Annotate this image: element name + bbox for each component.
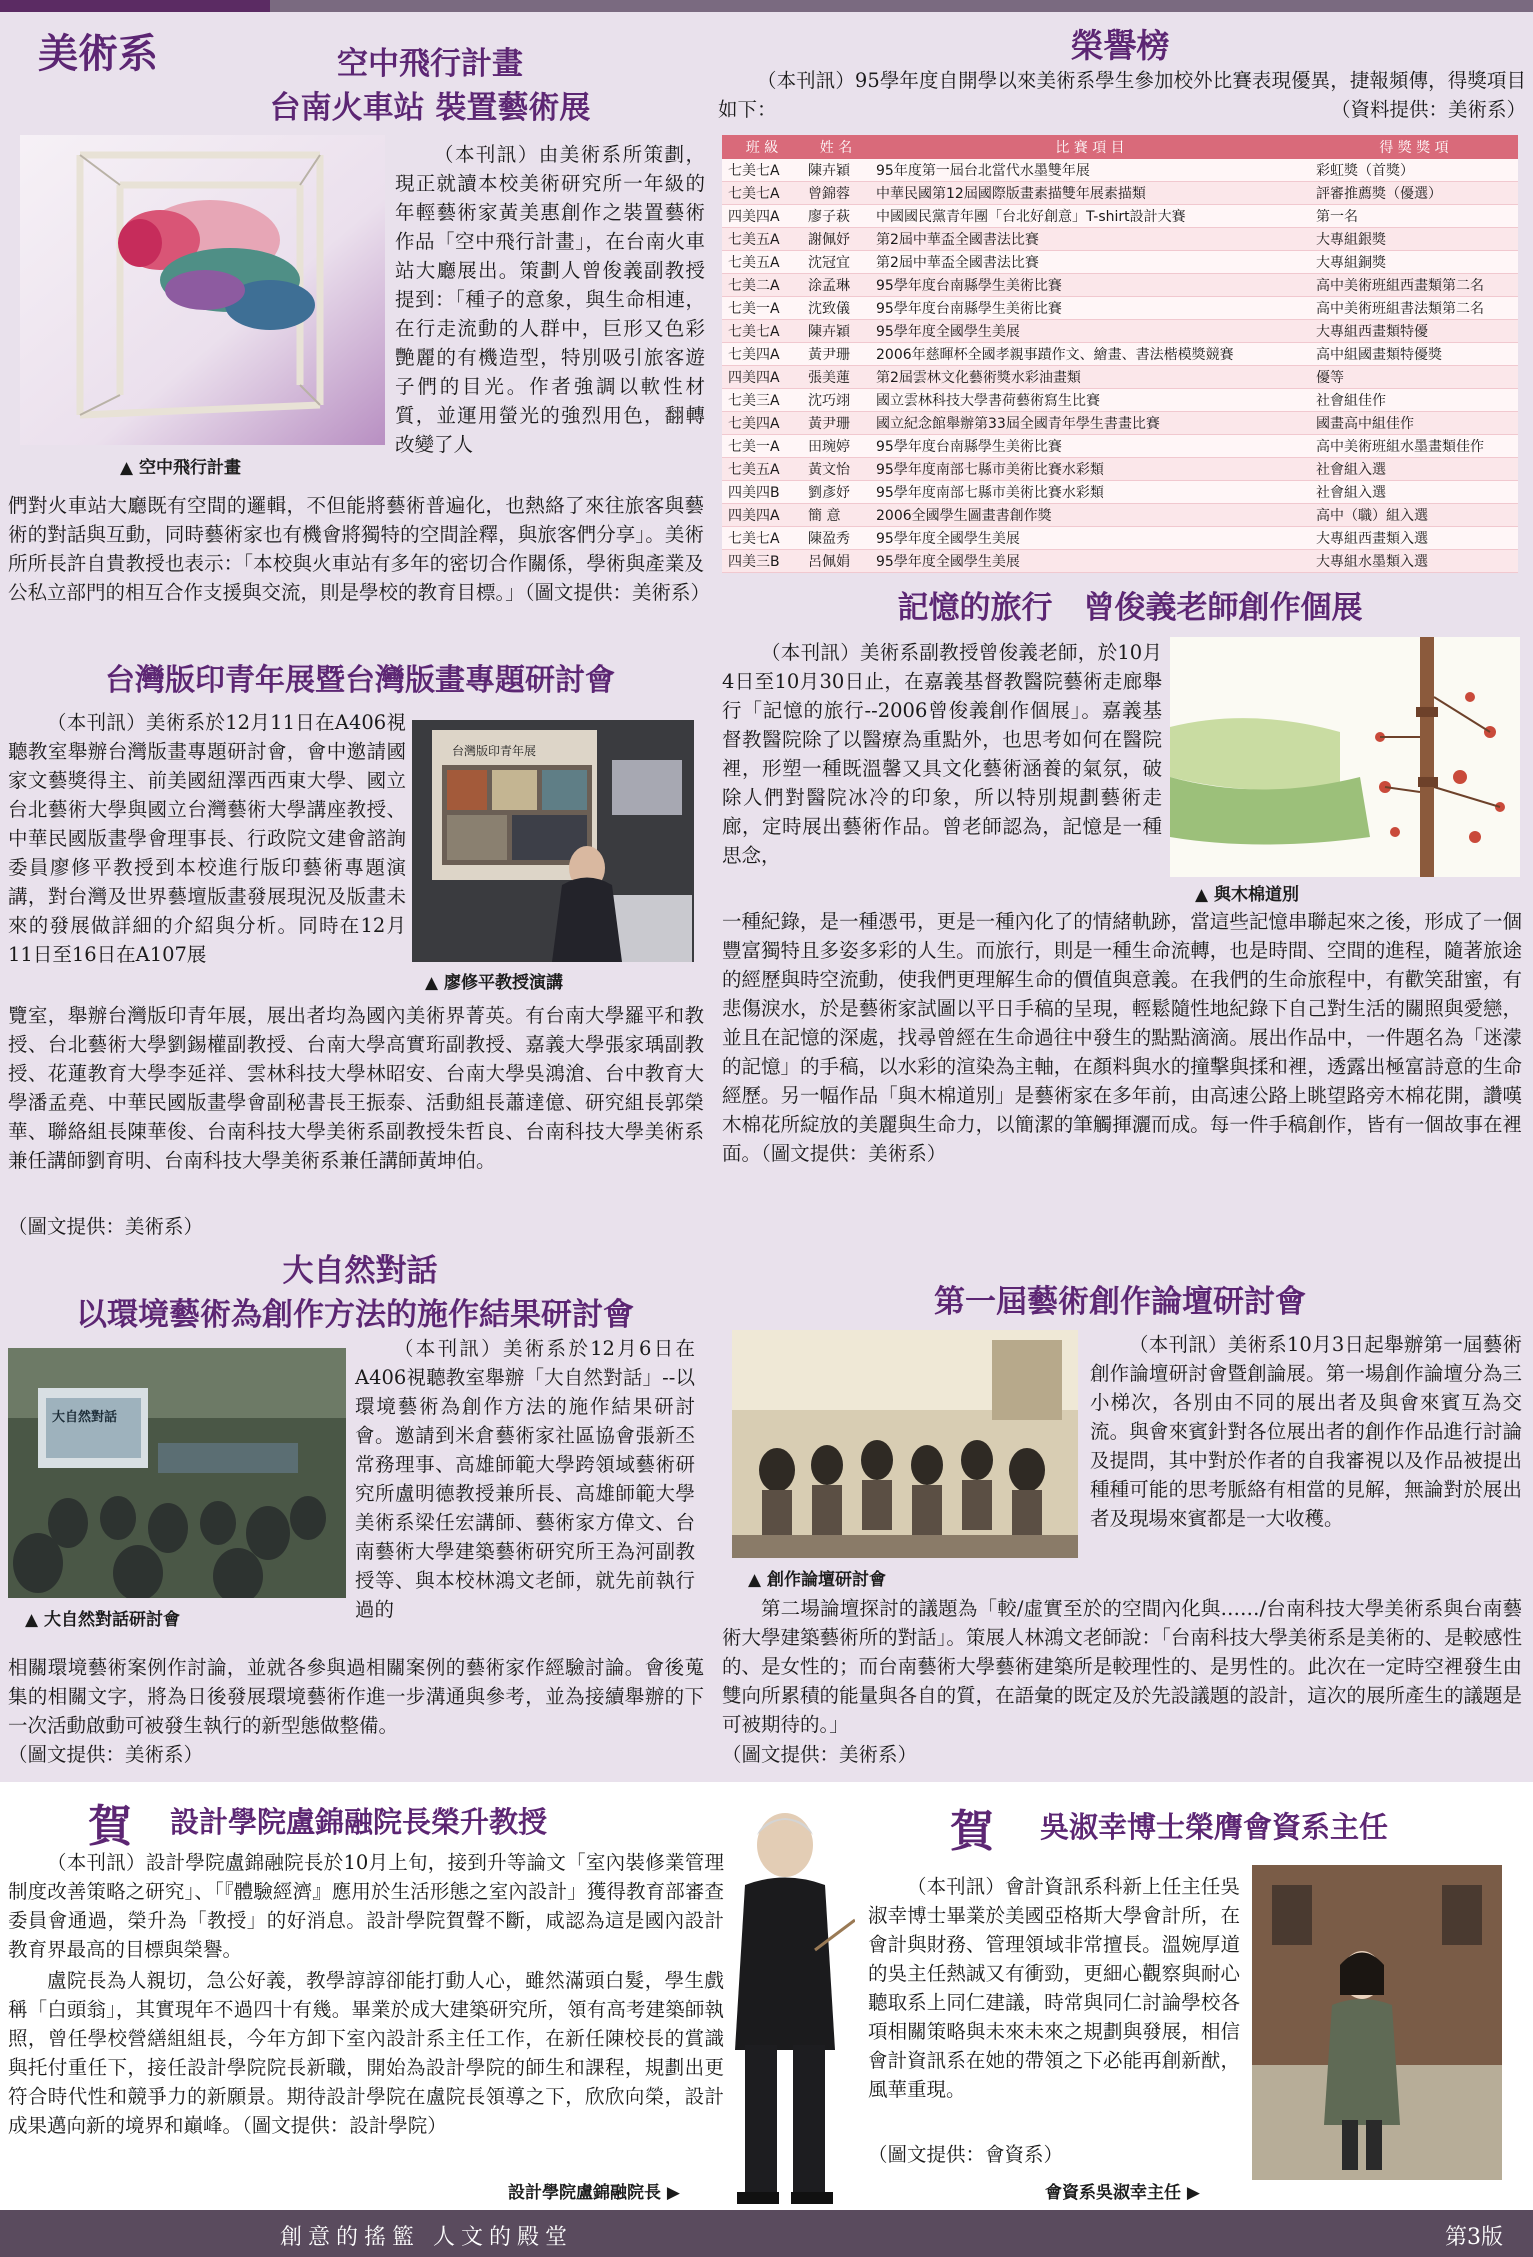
honor-table-row	[722, 435, 1518, 458]
honor-cell-award: 高中美術班組書法類第二名	[1310, 297, 1518, 320]
honor-cell-award: 高中組國畫類特優獎	[1310, 343, 1518, 366]
department-label: 美術系	[38, 31, 158, 77]
article4-text-top	[722, 638, 1162, 870]
honor-cell-class: 七美五A	[722, 228, 802, 251]
honor-title: 榮譽榜	[1070, 26, 1170, 65]
congrats1-he: 賀	[88, 1801, 132, 1852]
article3-paragraph-2: 相關環境藝術案例作討論，並就各參與過相關案例的藝術家作經驗討論。會後蒐集的相關文字，將為日後發展環境藝術作進一步溝通與參考，並為接續舉辦的下一次活動啟動可被發生執行的新型態做整備。	[8, 1656, 704, 1737]
screen-text: 大自然對話	[52, 1410, 118, 1425]
honor-header-name: 姓 名	[802, 135, 870, 159]
art-forum-photo	[732, 1330, 1078, 1558]
honor-cell-name: 謝佩妤	[802, 228, 870, 251]
honor-cell-award: 大專組銀獎	[1310, 228, 1518, 251]
honor-cell-name: 張美蓮	[802, 366, 870, 389]
honor-cell-name: 黃尹珊	[802, 412, 870, 435]
honor-cell-award: 高中（職）組入選	[1310, 504, 1518, 527]
honor-header-award: 得 獎 獎 項	[1310, 135, 1518, 159]
honor-cell-class: 七美五A	[722, 458, 802, 481]
kapok-painting	[1170, 637, 1520, 877]
article1-title-line1: 空中飛行計畫	[337, 46, 523, 82]
honor-cell-award: 大專組西畫類入選	[1310, 527, 1518, 550]
honor-cell-class: 七美四A	[722, 343, 802, 366]
honor-table-row	[722, 366, 1518, 389]
honor-cell-name: 簡 意	[802, 504, 870, 527]
honor-cell-class: 七美七A	[722, 159, 802, 182]
honor-table-row	[722, 343, 1518, 366]
article1-text-top	[395, 140, 705, 459]
honor-cell-competition: 2006全國學生圖畫書創作獎	[870, 504, 1310, 527]
honor-source	[1300, 95, 1526, 124]
forum-seminar-photo	[8, 1348, 346, 1598]
honor-table-row	[722, 389, 1518, 412]
honor-cell-award: 社會組入選	[1310, 458, 1518, 481]
honor-table-row	[722, 182, 1518, 205]
article5-text-top	[1090, 1330, 1522, 1533]
article3-credit-text: （圖文提供：美術系）	[8, 1743, 204, 1766]
honor-table-row	[722, 205, 1518, 228]
article4-title: 記憶的旅行 曾俊義老師創作個展	[897, 590, 1363, 626]
article2-credit-text: （圖文提供：美術系）	[8, 1215, 204, 1238]
article2-paragraph: （本刊訊）美術系於12月11日在A406視聽教室舉辦台灣版畫專題研討會，會中邀請國家文藝獎得主、前美國紐澤西西東大學、國立台北藝術大學與國立台灣藝術大學講座教授、中華民國版畫學會理事長、行政院文建會諮詢委員廖修平教授到本校進行版印藝術專題演講，對台灣及世界藝壇版畫發展現況及版畫未來的發展做詳細的介紹與分析。同時在12月11日至16日在A107展	[8, 711, 406, 966]
honor-table-row	[722, 412, 1518, 435]
honor-cell-competition: 95學年度南部七縣市美術比賽水彩類	[870, 481, 1310, 504]
congrats1-text2	[8, 1966, 724, 2140]
article5-title: 第一屆藝術創作論壇研討會	[934, 1284, 1306, 1320]
congrats1-paragraph-2: 盧院長為人親切，急公好義，教學諄諄卻能打動人心，雖然滿頭白髮，學生戲稱「白頭翁」，其實現年不過四十有幾。畢業於成大建築研究所，領有高考建築師執照，曾任學校營繕組組長，今年方卸下室內設計系主任工作，在新任陳校長的賞識與托付重任下，接任設計學院院長新職，開始為設計學院的師生和課程，規劃出更符合時代性和競爭力的新願景。期待設計學院在盧院長領導之下，欣欣向榮，設計成果邁向新的境界和巔峰。（圖文提供：設計學院）	[8, 1969, 724, 2137]
article2-credit	[8, 1212, 308, 1241]
honor-cell-class: 七美五A	[722, 251, 802, 274]
honor-cell-competition: 95學年度全國學生美展	[870, 320, 1310, 343]
honor-cell-name: 劉彥妤	[802, 481, 870, 504]
lecture-photo	[412, 720, 694, 962]
honor-table-wrap	[722, 135, 1518, 573]
honor-cell-award: 大專組銅獎	[1310, 251, 1518, 274]
article5-credit-text: （圖文提供：美術系）	[722, 1743, 918, 1766]
honor-table-row	[722, 251, 1518, 274]
honor-table-row	[722, 527, 1518, 550]
honor-header-class: 班 級	[722, 135, 802, 159]
article5-credit	[722, 1740, 1022, 1769]
honor-header-competition: 比 賽 項 目	[870, 135, 1310, 159]
honor-cell-name: 沈致儀	[802, 297, 870, 320]
article2-text-bottom	[8, 1001, 704, 1175]
article3-credit	[8, 1740, 308, 1769]
article4-text-bottom	[722, 907, 1522, 1168]
honor-cell-name: 陳卉穎	[802, 159, 870, 182]
honor-cell-class: 七美四A	[722, 412, 802, 435]
honor-table-row	[722, 297, 1518, 320]
congrats2-credit-text: （圖文提供：會資系）	[868, 2143, 1064, 2166]
article2-caption: ▲ 廖修平教授演講	[425, 973, 563, 993]
honor-cell-competition: 95學年度全國學生美展	[870, 550, 1310, 573]
honor-source-text: （資料提供：美術系）	[1330, 98, 1526, 121]
top-bar-accent	[0, 0, 270, 12]
honor-table-row	[722, 320, 1518, 343]
congrats2-paragraph: （本刊訊）會計資訊系科新上任主任吳淑幸博士畢業於美國亞格斯大學會計所，在會計與財務、管理領域非常擅長。溫婉厚道的吳主任熱誠又有衝勁，更細心觀察與耐心聽取系上同仁建議，時常與同仁討論學校各項相關策略與未來未來之規劃與發展，相信會計資訊系在她的帶領之下必能再創新猷，風華重現。	[868, 1875, 1240, 2101]
honor-cell-name: 沈冠宜	[802, 251, 870, 274]
honor-table-row	[722, 550, 1518, 573]
honor-table-row	[722, 274, 1518, 297]
honor-cell-name: 曾錦蓉	[802, 182, 870, 205]
page-number: 第3版	[1445, 2225, 1503, 2250]
honor-cell-competition: 中國國民黨青年團「台北好創意」T-shirt設計大賽	[870, 205, 1310, 228]
honor-cell-class: 四美四A	[722, 366, 802, 389]
honor-cell-award: 高中美術班組西畫類第二名	[1310, 274, 1518, 297]
congrats1-title: 設計學院盧錦融院長榮升教授	[170, 1805, 548, 1839]
honor-cell-award: 彩虹獎（首獎）	[1310, 159, 1518, 182]
article3-text-bottom	[8, 1653, 704, 1740]
honor-cell-class: 七美一A	[722, 297, 802, 320]
honor-table-row	[722, 159, 1518, 182]
honor-cell-award: 大專組西畫類特優	[1310, 320, 1518, 343]
honor-cell-competition: 95學年度台南縣學生美術比賽	[870, 274, 1310, 297]
article4-paragraph: （本刊訊）美術系副教授曾俊義老師，於10月4日至10月30日止，在嘉義基督教醫院藝術走廊舉行「記憶的旅行--2006曾俊義創作個展」。嘉義基督教醫院除了以醫療為重點外，也思考如何在醫院裡，形塑一種既溫馨又具文化藝術涵養的氣氛，破除人們對醫院冰冷的印象，所以特別規劃藝術走廊，定時展出藝術作品。曾老師認為，記憶是一種思念，	[722, 641, 1162, 867]
article1-text-bottom	[8, 491, 711, 607]
article5-paragraph: （本刊訊）美術系10月3日起舉辦第一屆藝術創作論壇研討會暨創論展。第一場創作論壇分為三小梯次，各別由不同的展出者及與會來賓互為交流。與會來賓針對各位展出者的創作作品進行討論及提問，其中對於作者的自我審視以及作品被提出種種可能的思考脈絡有相當的見解，無論對於展出者及現場來賓都是一大收穫。	[1090, 1333, 1522, 1530]
honor-cell-award: 高中美術班組水墨畫類佳作	[1310, 435, 1518, 458]
honor-cell-name: 黃文怡	[802, 458, 870, 481]
honor-cell-competition: 國立紀念館舉辦第33屆全國青年學生書畫比賽	[870, 412, 1310, 435]
honor-intro-text: （本刊訊）95學年度自開學以來美術系學生參加校外比賽表現優異，捷報頻傳，得獎項目如下：	[718, 69, 1526, 121]
article5-text-bottom	[722, 1594, 1522, 1739]
honor-table-row	[722, 228, 1518, 251]
footer-slogan: 創意的搖籃 人文的殿堂	[280, 2225, 573, 2250]
honor-table-row	[722, 481, 1518, 504]
congrats1-caption: 設計學院盧錦融院長 ▶	[508, 2183, 680, 2203]
article4-paragraph-2: 一種紀錄，是一種憑弔，更是一種內化了的情緒軌跡，當這些記憶串聯起來之後，形成了一個豐富獨特且多姿多彩的人生。而旅行，則是一種生命流轉，也是時間、空間的進程，隨著旅途的經歷與時空流動，使我們更理解生命的價值與意義。在我們的生命旅程中，有歡笑甜蜜，有悲傷淚水，於是藝術家試圖以平日手稿的呈現，輕鬆隨性地紀錄下自己對生活的關照與愛戀，並且在記憶的深處，找尋曾經在生命過往中發生的點點滴滴。展出作品中，一件題名為「迷濛的記憶」的手稿，以水彩的渲染為主軸，在顏料與水的撞擊與揉和裡，透露出極富詩意的生命經歷。另一幅作品「與木棉道別」是藝術家在多年前，由高速公路上眺望路旁木棉花開，讚嘆木棉花所綻放的美麗與生命力，以簡潔的筆觸揮灑而成。每一件手稿創作，皆有一個故事在裡面。（圖文提供：美術系）	[722, 910, 1522, 1165]
honor-cell-competition: 95學年度南部七縣市美術比賽水彩類	[870, 458, 1310, 481]
congrats2-he: 賀	[950, 1806, 994, 1857]
congrats1-text	[8, 1848, 724, 1964]
honor-cell-competition: 第2屆雲林文化藝術獎水彩油畫類	[870, 366, 1310, 389]
honor-table	[722, 135, 1518, 573]
honor-cell-competition: 中華民國第12屆國際版畫素描雙年展素描類	[870, 182, 1310, 205]
honor-cell-name: 涂孟琳	[802, 274, 870, 297]
article4-caption: ▲ 與木棉道別	[1195, 885, 1299, 905]
article1-paragraph-2: 們對火車站大廳既有空間的邏輯，不但能將藝術普遍化，也熱絡了來往旅客與藝術的對話與互動，同時藝術家也有機會將獨特的空間詮釋，與旅客們分享」。美術所所長許自貴教授也表示：「本校與火車站有多年的密切合作關係，學術與產業及公私立部門的相互合作支援與交流，則是學校的教育目標。」（圖文提供：美術系）	[8, 494, 711, 604]
honor-cell-class: 七美七A	[722, 527, 802, 550]
chair-portrait	[1252, 1865, 1502, 2180]
honor-cell-name: 田琬婷	[802, 435, 870, 458]
honor-cell-award: 第一名	[1310, 205, 1518, 228]
honor-cell-award: 社會組佳作	[1310, 389, 1518, 412]
honor-cell-class: 四美四A	[722, 205, 802, 228]
honor-cell-competition: 95學年度全國學生美展	[870, 527, 1310, 550]
congrats2-caption: 會資系吳淑幸主任 ▶	[1045, 2183, 1200, 2203]
honor-cell-award: 大專組水墨類入選	[1310, 550, 1518, 573]
honor-cell-award: 評審推薦獎（優選）	[1310, 182, 1518, 205]
honor-cell-award: 優等	[1310, 366, 1518, 389]
installation-art-photo	[20, 135, 385, 445]
article2-text-top	[8, 708, 406, 969]
honor-cell-competition: 95年度第一屆台北當代水墨雙年展	[870, 159, 1310, 182]
congrats1-paragraph: （本刊訊）設計學院盧錦融院長於10月上旬，接到升等論文「室內裝修業管理制度改善策略之研究」、「『體驗經濟』應用於生活形態之室內設計」獲得教育部審查委員會通過，榮升為「教授」的好消息。設計學院賀聲不斷，咸認為這是國內設計教育界最高的目標與榮譽。	[8, 1851, 724, 1961]
article1-caption: ▲ 空中飛行計畫	[120, 458, 241, 478]
honor-cell-award: 國畫高中組佳作	[1310, 412, 1518, 435]
honor-cell-class: 七美一A	[722, 435, 802, 458]
honor-table-row	[722, 504, 1518, 527]
article2-paragraph-2: 覽室，舉辦台灣版印青年展，展出者均為國內美術界菁英。有台南大學羅平和教授、台北藝術大學劉錫權副教授、台南大學高實珩副教授、嘉義大學張家瑀副教授、花蓮教育大學李延祥、雲林科技大學林昭安、台南大學吳鴻滄、台中教育大學潘孟堯、中華民國版畫學會副秘書長王振泰、活動組長蕭達億、研究組長郭榮華、聯絡組長陳華俊、台南科技大學美術系副教授朱哲良、台南科技大學美術系兼任講師劉育明、台南科技大學美術系兼任講師黃坤伯。	[8, 1004, 704, 1172]
congrats2-credit	[868, 2140, 1168, 2169]
honor-cell-class: 七美七A	[722, 182, 802, 205]
honor-cell-name: 黃尹珊	[802, 343, 870, 366]
dean-portrait	[715, 1800, 855, 2210]
article3-paragraph: （本刊訊）美術系於12月6日在A406視聽教室舉辦「大自然對話」--以環境藝術為創作方法的施作結果研討會。邀請到米倉藝術家社區協會張新丕常務理事、高雄師範大學跨領域藝術研究所盧明德教授兼所長、高雄師範大學美術系梁任宏講師、藝術家方偉文、台南藝術大學建築藝術研究所王為河副教授等、與本校林鴻文老師，就先前執行過的	[355, 1337, 695, 1621]
honor-cell-class: 七美二A	[722, 274, 802, 297]
honor-table-body	[722, 159, 1518, 573]
honor-table-header	[722, 135, 1518, 159]
article2-title: 台灣版印青年展暨台灣版畫專題研討會	[105, 663, 615, 698]
honor-cell-name: 沈巧翊	[802, 389, 870, 412]
honor-cell-class: 七美三A	[722, 389, 802, 412]
honor-cell-competition: 國立雲林科技大學書荷藝術寫生比賽	[870, 389, 1310, 412]
article3-title-line1: 大自然對話	[282, 1253, 438, 1289]
honor-cell-competition: 95學年度台南縣學生美術比賽	[870, 297, 1310, 320]
honor-cell-name: 呂佩娟	[802, 550, 870, 573]
article3-title-line2: 以環境藝術為創作方法的施作結果研討會	[76, 1297, 634, 1333]
honor-cell-class: 四美四B	[722, 481, 802, 504]
article1-paragraph: （本刊訊）由美術系所策劃，現正就讀本校美術研究所一年級的年輕藝術家黃美惠創作之裝置藝術作品「空中飛行計畫」，在台南火車站大廳展出。策劃人曾俊義副教授提到：「種子的意象，與生命相連，在行走流動的人群中，巨形又色彩艷麗的有機造型，特別吸引旅客遊子們的目光。作者強調以軟性材質，並運用螢光的強烈用色，翻轉改變了人	[395, 143, 705, 456]
honor-cell-name: 廖子萩	[802, 205, 870, 228]
honor-cell-class: 四美三B	[722, 550, 802, 573]
honor-table-row	[722, 458, 1518, 481]
article3-text-top	[355, 1334, 695, 1624]
congrats2-title: 吳淑幸博士榮膺會資系主任	[1040, 1810, 1389, 1844]
honor-cell-class: 七美七A	[722, 320, 802, 343]
honor-cell-name: 陳卉穎	[802, 320, 870, 343]
honor-cell-competition: 第2屆中華盃全國書法比賽	[870, 228, 1310, 251]
article5-caption: ▲ 創作論壇研討會	[748, 1570, 886, 1590]
article3-caption: ▲ 大自然對話研討會	[25, 1610, 180, 1630]
honor-cell-competition: 95學年度台南縣學生美術比賽	[870, 435, 1310, 458]
honor-cell-competition: 2006年慈暉杯全國孝親事蹟作文、繪畫、書法楷模獎競賽	[870, 343, 1310, 366]
honor-cell-award: 社會組入選	[1310, 481, 1518, 504]
honor-cell-name: 陳盈秀	[802, 527, 870, 550]
congrats2-text	[868, 1872, 1240, 2104]
article5-paragraph-2: 第二場論壇探討的議題為「較/虛實至於的空間內化與……/台南科技大學美術系與台南藝術大學建築藝術所的對話」。策展人林鴻文老師說：「台南科技大學美術系是美術的、是較感性的、是女性的；而台南藝術大學藝術建築所是較理性的、是男性的。此次在一定時空裡發生由雙向所累積的能量與各自的質，在語彙的既定及於先設議題的設計，這次的展所產生的議題是可被期待的。」	[722, 1597, 1522, 1736]
honor-cell-class: 四美四A	[722, 504, 802, 527]
footer-bar	[0, 2210, 1533, 2257]
article1-title-line2: 台南火車站 裝置藝術展	[269, 90, 591, 126]
honor-cell-competition: 第2屆中華盃全國書法比賽	[870, 251, 1310, 274]
poster-text: 台灣版印青年展	[452, 744, 537, 758]
